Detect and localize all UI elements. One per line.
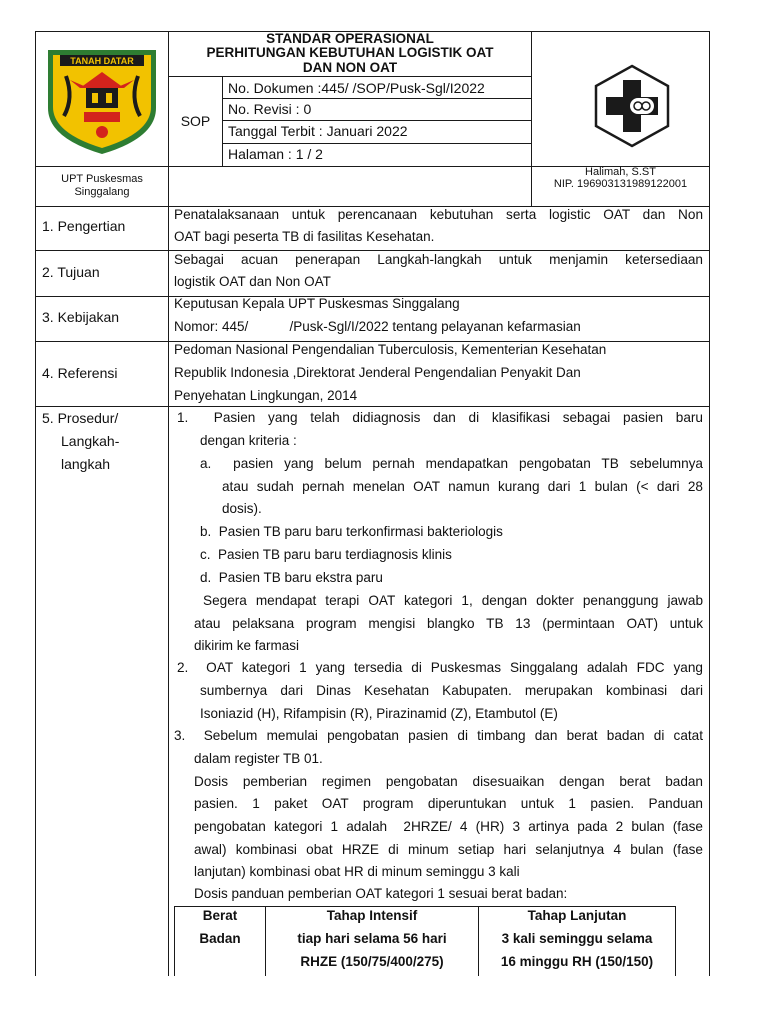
referensi-line-1: Pedoman Nasional Pengendalian Tuberculosis, Kementerian Kesehatan — [174, 342, 607, 357]
issue-date: Tanggal Terbit : Januari 2022 — [228, 123, 408, 139]
frame-right — [709, 31, 710, 976]
dose-table-right — [675, 906, 676, 976]
tujuan-line-1: Sebagai acuan penerapan Langkah-langkah untuk menjamin ketersediaan — [174, 252, 703, 267]
prosedur-line-11: dikirim ke farmasi — [194, 638, 300, 653]
prosedur-line-16: dalam register TB 01. — [194, 751, 323, 766]
dose-table-top — [174, 906, 676, 907]
prosedur-line-3: a. pasien yang belum pernah mendapatkan pengobatan TB sebelumnya — [200, 456, 703, 471]
signer-name: Halimah, S.ST — [585, 166, 656, 178]
header-row-1 — [222, 98, 531, 99]
prosedur-line-12: 2. OAT kategori 1 yang tersedia di Puskesmas Singgalang adalah FDC yang — [177, 660, 703, 675]
prosedur-line-13: sumbernya dari Dinas Kesehatan Kabupaten. merupakan kombinasi dari — [200, 683, 703, 698]
pengertian-line-1: Penatalaksanaan untuk perencanaan kebutuhan serta logistic OAT dan Non — [174, 207, 703, 222]
section-label-referensi: 4. Referensi — [42, 365, 118, 381]
prosedur-line-1: 1. Pasien yang telah didiagnosis dan di klasifikasi sebagai pasien baru — [177, 410, 703, 425]
section-label-kebijakan: 3. Kebijakan — [42, 309, 120, 325]
section-label-prosedur-3: langkah — [61, 456, 111, 472]
puskesmas-logo — [590, 64, 674, 148]
dose-col3-line-3: 16 minggu RH (150/150) — [500, 954, 654, 969]
kebijakan-line-1: Keputusan Kepala UPT Puskesmas Singgalang — [174, 296, 460, 311]
prosedur-line-20: awal) kombinasi obat HRZE di minum setiap hari selanjutnya 4 bulan (fase — [194, 842, 703, 857]
prosedur-line-8: d. Pasien TB baru ekstra paru — [200, 570, 383, 585]
dose-col2-line-1: Tahap Intensif — [326, 908, 418, 923]
org-name-line-2: Singgalang — [74, 186, 130, 198]
referensi-line-3: Penyehatan Lingkungan, 2014 — [174, 388, 358, 403]
frame-left — [35, 31, 36, 976]
dose-col1-line-1: Berat — [202, 908, 238, 923]
prosedur-line-18: pasien. 1 paket OAT program diperuntukan untuk 1 pasien. Panduan — [194, 796, 703, 811]
prosedur-line-7: c. Pasien TB paru baru terdiagnosis klinis — [200, 547, 452, 562]
body-col-divider — [168, 206, 169, 976]
doc-number: No. Dokumen :445/ /SOP/Pusk-Sgl/I2022 — [228, 80, 485, 96]
prosedur-line-17: Dosis pemberian regimen pengobatan disesuaikan dengan berat badan — [194, 774, 703, 789]
prosedur-line-22: Dosis panduan pemberian OAT kategori 1 sesuai berat badan: — [194, 886, 568, 901]
section-label-prosedur-1: 5. Prosedur/ — [42, 410, 119, 426]
signer-nip: NIP. 196903131989122001 — [553, 178, 688, 190]
kebijakan-line-2: Nomor: 445/ /Pusk-Sgl/I/2022 tentang pelayanan kefarmasian — [174, 319, 581, 334]
section-label-prosedur-2: Langkah- — [61, 433, 120, 449]
title-line-3: DAN NON OAT — [302, 60, 398, 75]
row-sep-2 — [35, 250, 710, 251]
prosedur-line-2: dengan kriteria : — [200, 433, 297, 448]
prosedur-line-21: lanjutan) kombinasi obat HR di minum seminggu 3 kali — [194, 864, 520, 879]
prosedur-line-4: atau sudah pernah menelan OAT namun kurang dari 1 bulan (< dari 28 — [222, 479, 703, 494]
dose-col2-line-2: tiap hari selama 56 hari — [297, 931, 447, 946]
prosedur-line-6: b. Pasien TB paru baru terkonfirmasi bakteriologis — [200, 524, 503, 539]
header-row-3 — [222, 143, 531, 144]
prosedur-line-15: 3. Sebelum memulai pengobatan pasien di timbang dan berat badan di catat — [174, 728, 703, 743]
org-name-line-1: UPT Puskesmas — [61, 173, 143, 185]
revision-number: No. Revisi : 0 — [228, 101, 312, 117]
header-sop-divider — [222, 76, 223, 166]
section-label-tujuan: 2. Tujuan — [42, 264, 100, 280]
dose-col3-line-1: Tahap Lanjutan — [527, 908, 627, 923]
title-line-2: PERHITUNGAN KEBUTUHAN LOGISTIK OAT — [206, 45, 494, 60]
page-number: Halaman : 1 / 2 — [228, 146, 323, 162]
pengertian-line-2: OAT bagi peserta TB di fasilitas Kesehatan. — [174, 229, 435, 244]
prosedur-line-10: atau pelaksana program mengisi blangko TB 13 (permintaan OAT) untuk — [194, 616, 703, 631]
row-sep-5 — [35, 406, 710, 407]
tanah-datar-logo — [44, 46, 160, 156]
referensi-line-2: Republik Indonesia ,Direktorat Jenderal Pengendalian Penyakit Dan — [174, 365, 581, 380]
prosedur-line-9: Segera mendapat terapi OAT kategori 1, dengan dokter penanggung jawab — [194, 593, 703, 608]
section-label-pengertian: 1. Pengertian — [42, 218, 126, 234]
title-line-1: STANDAR OPERASIONAL — [266, 31, 434, 46]
logo-banner-text: TANAH DATAR — [70, 56, 134, 66]
prosedur-line-19: pengobatan kategori 1 adalah 2HRZE/ 4 (HR) 3 artinya pada 2 bulan (fase — [194, 819, 703, 834]
prosedur-line-5: dosis). — [222, 501, 262, 516]
dose-col3-line-2: 3 kali seminggu selama — [501, 931, 653, 946]
header-row-2 — [222, 120, 531, 121]
dose-col1-line-2: Badan — [199, 931, 241, 946]
tujuan-line-2: logistik OAT dan Non OAT — [174, 274, 331, 289]
prosedur-line-14: Isoniazid (H), Rifampisin (R), Pirazinamid (Z), Etambutol (E) — [200, 706, 558, 721]
sop-label: SOP — [180, 113, 211, 129]
dose-col2-line-3: RHZE (150/75/400/275) — [300, 954, 444, 969]
